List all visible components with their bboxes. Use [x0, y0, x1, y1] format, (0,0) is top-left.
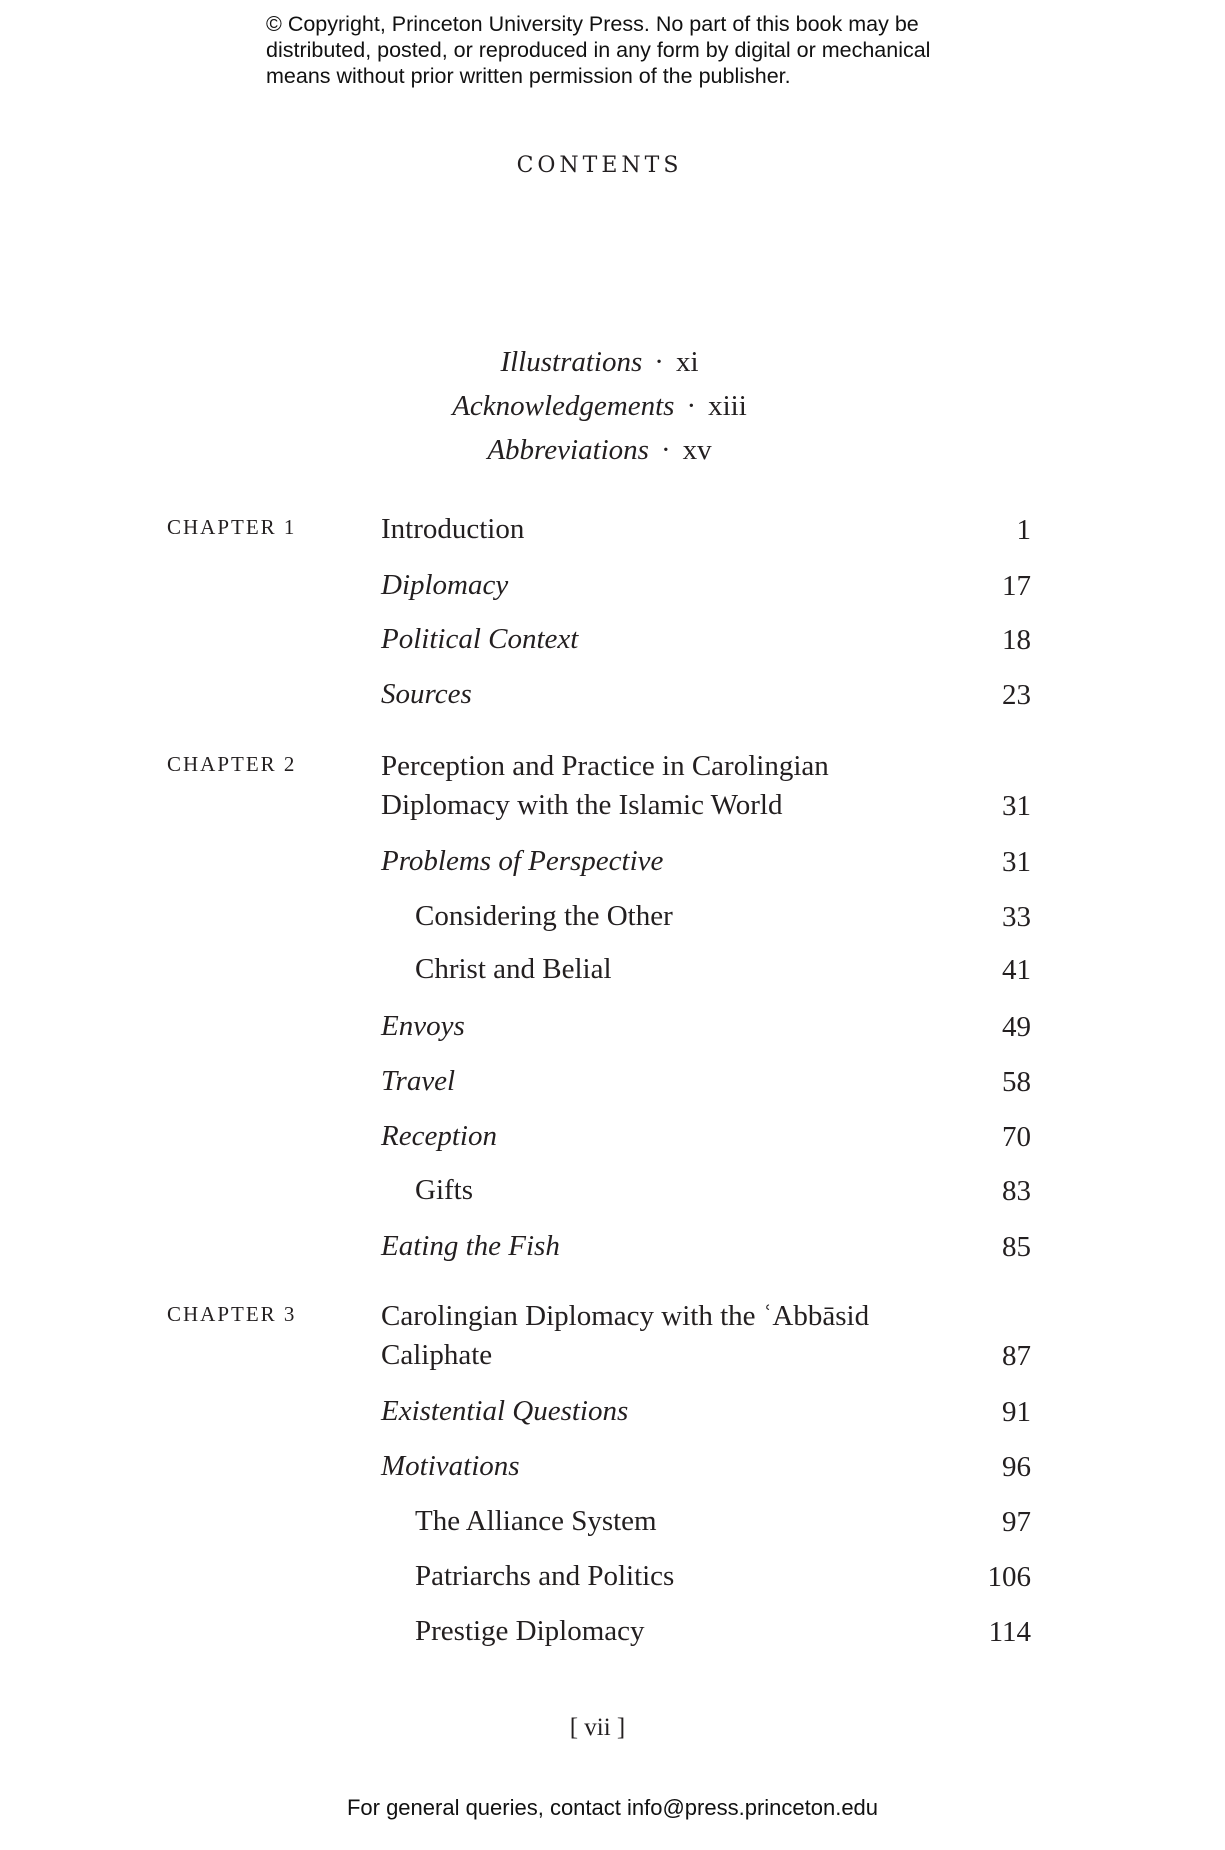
toc-section: [381, 566, 1031, 605]
front-matter-item: [0, 428, 1199, 472]
toc-entry-text: The Alliance System: [415, 1505, 657, 1537]
toc-page-number: 114: [988, 1616, 1031, 1648]
separator-dot: ·: [654, 346, 664, 378]
toc-subsection: [415, 897, 1065, 936]
toc-entry-text: Prestige Diplomacy: [415, 1615, 645, 1647]
toc-subsection: [415, 1502, 1065, 1541]
chapter-label: CHAPTER 2: [167, 752, 297, 776]
toc-entry-text: Introduction: [381, 513, 525, 545]
toc-page-number: 49: [1002, 1011, 1031, 1043]
toc-page-number: 17: [1002, 570, 1031, 602]
toc-page-number: 41: [1002, 954, 1031, 986]
toc-page-number: 91: [1002, 1396, 1031, 1428]
toc-entry-text: Patriarchs and Politics: [415, 1560, 675, 1592]
toc-entry-text: Considering the Other: [415, 900, 673, 932]
separator-dot: ·: [686, 390, 697, 422]
copyright-line: © Copyright, Princeton University Press. No part of this book may be: [266, 12, 919, 36]
toc-subsection: [415, 1171, 1065, 1210]
toc-page-number: 70: [1002, 1121, 1031, 1153]
front-matter-list: [0, 340, 1199, 472]
toc-chapter-title: [381, 747, 1031, 825]
toc-page-number: 96: [1002, 1451, 1031, 1483]
toc-page-number: 87: [1002, 1340, 1031, 1372]
toc-chapter-title: [381, 1297, 1031, 1375]
front-matter-item: [0, 340, 1199, 384]
toc-entry-text: Sources: [381, 678, 472, 710]
toc-section: [381, 1392, 1031, 1431]
toc-entry-text: Carolingian Diplomacy with the ʿAbbāsid: [381, 1300, 870, 1332]
front-matter-page: xv: [682, 434, 712, 466]
toc-entry-text: Christ and Belial: [415, 953, 612, 985]
toc-page-number: 18: [1002, 624, 1031, 656]
chapter-label: CHAPTER 3: [167, 1302, 297, 1326]
chapter-label: CHAPTER 1: [167, 515, 297, 539]
toc-page-number: 23: [1002, 679, 1031, 711]
page-number-folio: [ vii ]: [569, 1714, 626, 1741]
toc-section: [381, 620, 1031, 659]
toc-subsection: [415, 1612, 1065, 1651]
toc-section: [381, 1447, 1031, 1486]
toc-entry-text: Motivations: [381, 1450, 520, 1482]
toc-entry-text: Existential Questions: [381, 1395, 629, 1427]
toc-entry-text: Diplomacy: [381, 569, 509, 601]
toc-subsection: [415, 1557, 1065, 1596]
copyright-line: distributed, posted, or reproduced in any form by digital or mechanical: [266, 38, 931, 62]
toc-page-number: 33: [1002, 901, 1031, 933]
toc-entry-text: Political Context: [381, 623, 579, 655]
toc-page-number: 106: [987, 1561, 1031, 1593]
front-matter-page: xi: [675, 346, 699, 378]
toc-chapter-title: [381, 510, 1031, 549]
front-matter-title: Illustrations: [500, 346, 643, 378]
page-title: CONTENTS: [516, 153, 683, 178]
separator-dot: ·: [660, 434, 671, 466]
front-matter-page: xiii: [708, 390, 747, 422]
toc-page-number: 85: [1002, 1231, 1031, 1263]
toc-entry-text: Gifts: [415, 1174, 473, 1206]
front-matter-title: Acknowledgements: [452, 390, 675, 422]
toc-section: [381, 675, 1031, 714]
toc-page-number: 97: [1002, 1506, 1031, 1538]
toc-entry-text: Envoys: [381, 1010, 465, 1042]
front-matter-title: Abbreviations: [487, 434, 649, 466]
toc-entry-text: Travel: [381, 1065, 456, 1097]
copyright-line: means without prior written permission of the publisher.: [266, 64, 791, 88]
toc-entry-text: Eating the Fish: [381, 1230, 560, 1262]
toc-page-number: 1: [1016, 514, 1031, 546]
toc-entry-text: Caliphate: [381, 1339, 493, 1371]
toc-section: [381, 1117, 1031, 1156]
toc-entry-text: Perception and Practice in Carolingian: [381, 750, 829, 782]
footer-contact: For general queries, contact info@press.princeton.edu: [346, 1795, 879, 1820]
toc-subsection: [415, 950, 1065, 989]
toc-section: [381, 842, 1031, 881]
toc-entry-text: Reception: [381, 1120, 497, 1152]
toc-entry-text: Problems of Perspective: [381, 845, 664, 877]
toc-page-number: 31: [1002, 846, 1031, 878]
toc-section: [381, 1227, 1031, 1266]
toc-page-number: 31: [1002, 790, 1031, 822]
toc-section: [381, 1062, 1031, 1101]
front-matter-item: [0, 384, 1199, 428]
toc-page-number: 83: [1002, 1175, 1031, 1207]
toc-page-number: 58: [1002, 1066, 1031, 1098]
copyright-notice: [266, 11, 1026, 89]
toc-section: [381, 1007, 1031, 1046]
toc-entry-text: Diplomacy with the Islamic World: [381, 789, 783, 821]
